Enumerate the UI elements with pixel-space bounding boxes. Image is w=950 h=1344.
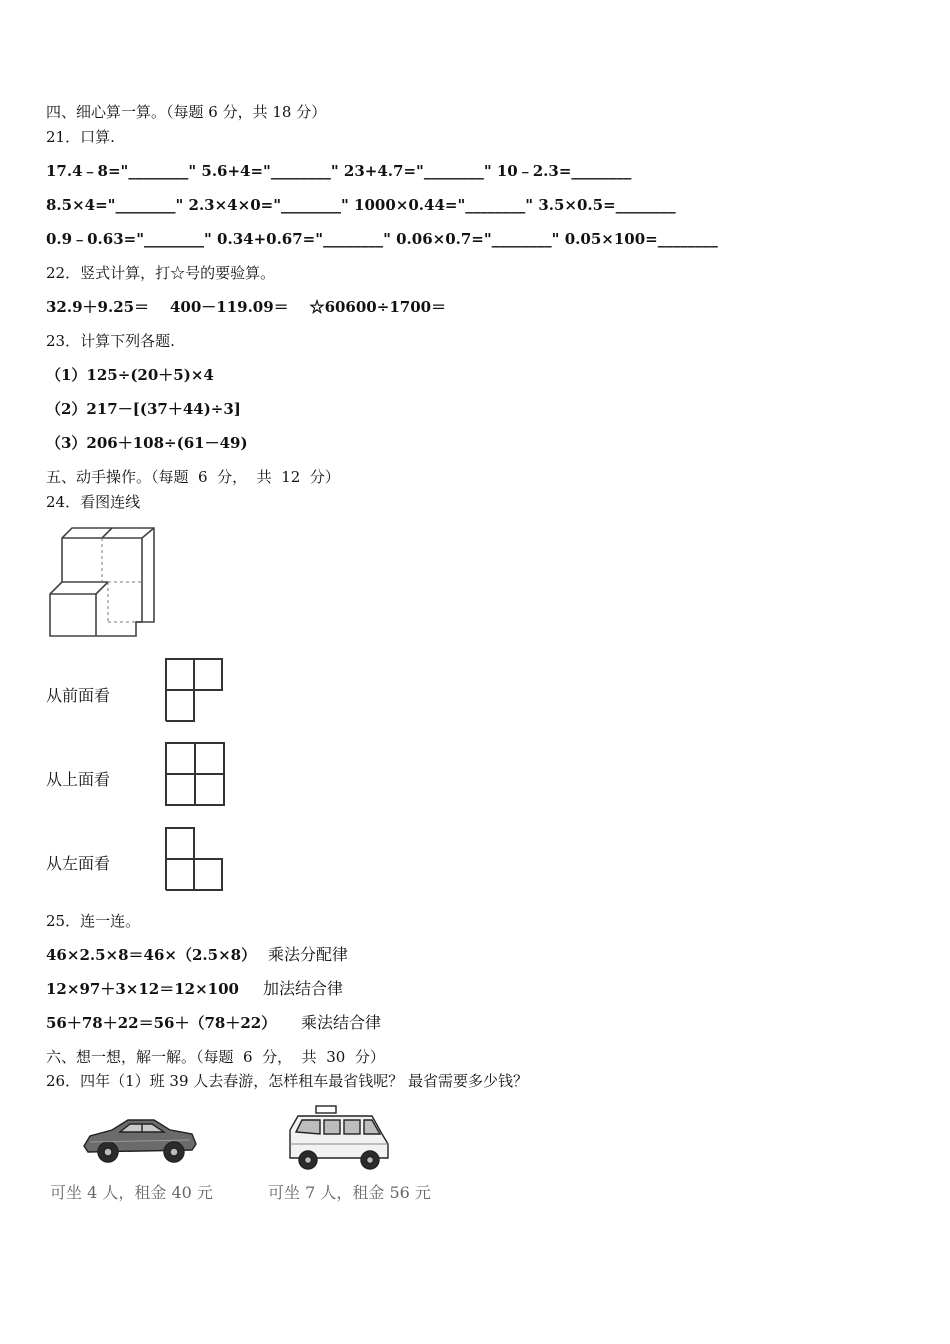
section-5-title: 五、动手操作。（每题 6 分， 共 12 分） <box>46 468 340 486</box>
view-label-left: 从左面看 <box>46 854 111 873</box>
3d-cube-figure <box>44 522 159 642</box>
q26-title: 26．四年（1）班 39 人去春游，怎样租车最省钱呢？ 最省需要多少钱？ <box>46 1072 529 1090</box>
view-label-front: 从前面看 <box>46 686 111 705</box>
section-4-title: 四、细心算一算。（每题 6 分，共 18 分） <box>46 103 327 121</box>
car-caption: 可坐 4 人，租金 40 元 <box>50 1183 213 1202</box>
car-image <box>80 1112 200 1168</box>
front-view-figure <box>164 657 226 723</box>
q25-title: 25．连一连。 <box>46 912 141 930</box>
q23-item-3: （3）206＋108÷(61－49) <box>46 434 248 452</box>
q25-left-3: 56＋78＋22＝56＋（78＋22） <box>46 1014 277 1032</box>
q25-right-2: 加法结合律 <box>263 979 344 998</box>
q21-row-3: 0.9﹣0.63="________" 0.34+0.67="________" 0.06×0.7="________" 0.05×100=________ <box>46 230 718 248</box>
q25-right-1: 乘法分配律 <box>268 945 349 964</box>
q22-line: 32.9＋9.25＝ 400－119.09＝ ☆60600÷1700＝ <box>46 298 447 316</box>
q23-item-2: （2）217－[(37＋44)÷3] <box>46 400 241 418</box>
view-label-top: 从上面看 <box>46 770 111 789</box>
q21-row-2: 8.5×4="________" 2.3×4×0="________" 1000×0.44="________" 3.5×0.5=________ <box>46 196 676 214</box>
q25-right-3: 乘法结合律 <box>301 1013 382 1032</box>
q23-title: 23．计算下列各题. <box>46 332 175 350</box>
q25-left-2: 12×97＋3×12＝12×100 <box>46 980 239 998</box>
q21-row-1: 17.4﹣8="________" 5.6+4="________" 23+4.7="________" 10﹣2.3=________ <box>46 162 632 180</box>
van-image <box>286 1104 392 1172</box>
left-view-figure <box>164 826 226 892</box>
q22-title: 22．竖式计算，打☆号的要验算。 <box>46 264 276 282</box>
van-caption: 可坐 7 人，租金 56 元 <box>268 1183 431 1202</box>
q24-title: 24．看图连线 <box>46 493 141 511</box>
top-view-figure <box>164 741 228 807</box>
section-6-title: 六、想一想，解一解。（每题 6 分， 共 30 分） <box>46 1048 385 1066</box>
q21-title: 21．口算. <box>46 128 115 146</box>
q23-item-1: （1）125÷(20＋5)×4 <box>46 366 214 384</box>
q25-left-1: 46×2.5×8＝46×（2.5×8） <box>46 946 257 964</box>
